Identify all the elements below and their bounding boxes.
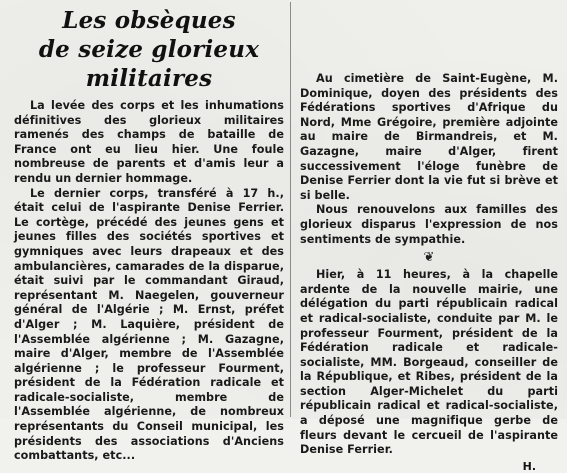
paragraph-levee-des-corps: La levée des corps et les inhumations définitives des glorieux militaires ramenés des champs de bataille de France ont eu lieu hier. Une foule nombreuse de parents et d'amis leur a rendu un dernier hommage. xyxy=(14,99,284,185)
author-signature: H. xyxy=(522,459,536,473)
column-divider xyxy=(290,2,291,417)
fleuron-ornament-icon: ❦ xyxy=(423,250,435,266)
headline-line-1: Les obsèques xyxy=(62,7,236,34)
left-column xyxy=(14,6,284,464)
headline-line-2: de seize glorieux xyxy=(38,36,260,63)
headline-line-3: militaires xyxy=(85,65,213,92)
paragraph-condoleances: Nous renouvelons aux familles des glorieux disparus l'expression de nos sentiments de sympathie. xyxy=(300,203,558,246)
article-headline xyxy=(14,6,284,93)
right-column xyxy=(300,72,558,473)
paragraph-gerbe-de-fleurs: Hier, à 11 heures, à la chapelle ardente de la nouvelle mairie, une délégation du parti républicain radical et radical-socialiste, conduite par M. le professeur Fourment, président de la Fédération radicale et radicale-socialiste, MM. Borgeaud, conseiller de la République, et Ribes, président de la section Alger-Michelet du parti républicain radical et radical-socialiste, a déposé une magnifique gerbe de fleurs devant le cercueil de l'aspirante Denise Ferrier. xyxy=(300,268,558,457)
paragraph-cimetiere: Au cimetière de Saint-Eugène, M. Dominique, doyen des présidents des Fédérations sportives d'Afrique du Nord, Mme Grégoire, première adjointe au maire de Birmandreis, et M. Gazagne, maire d'Alger, firent successivement l'éloge funèbre de Denise Ferrier dont la vie fut si brève et si belle. xyxy=(300,72,558,202)
paragraph-cortege: Le dernier corps, transféré à 17 h., était celui de l'aspirante Denise Ferrier. Le cortège, précédé des jeunes gens et jeunes filles des sociétés sportives et gymniques avec leurs drapeaux et des ambulancières, camarades de la disparue, était suivi par le commandant Giraud, représentant M. Naegelen, gouverneur général de l'Algérie ; M. Ernst, préfet d'Alger ; M. Laquière, président de l'Assemblée algérienne ; M. Gazagne, maire d'Alger, membre de l'Assemblée algérienne ; le professeur Fourment, président de la Fédération radicale et radicale-socialiste, membre de l'Assemblée algérienne, de nombreux représentants du Conseil municipal, les présidents des associations d'Anciens combattants, etc... xyxy=(14,186,284,463)
